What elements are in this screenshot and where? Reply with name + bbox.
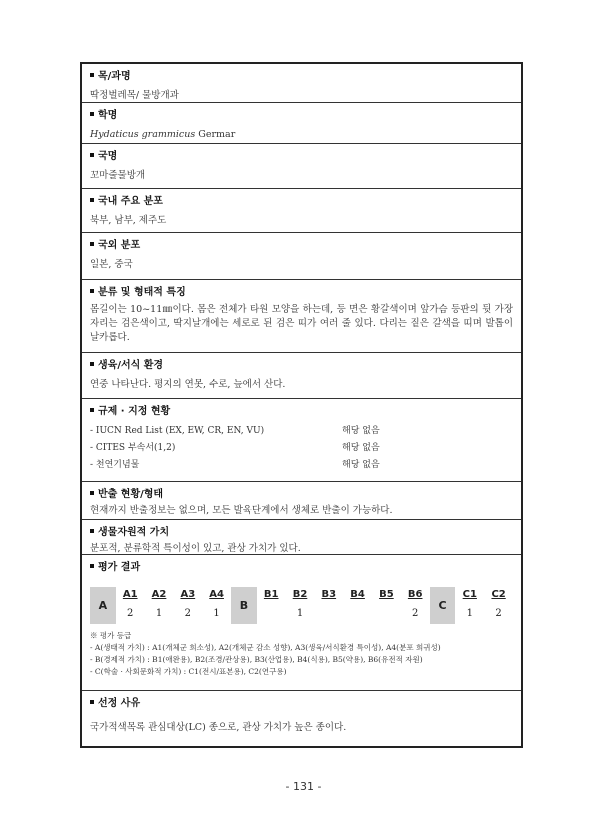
- regulation-label: - CITES 부속서(1,2): [90, 443, 176, 453]
- square-bullet-icon: [90, 198, 94, 202]
- domestic-distribution-value: 북부, 남부, 제주도: [90, 215, 167, 226]
- section-title: [90, 109, 513, 123]
- eval-code: A4: [209, 589, 224, 600]
- regulation-row: [90, 442, 513, 455]
- section-title: [90, 195, 513, 209]
- section-title: [90, 359, 513, 373]
- section-order-family: [82, 64, 521, 103]
- eval-cell: [455, 587, 484, 624]
- eval-code: B4: [350, 589, 365, 600]
- eval-cell: [401, 587, 430, 624]
- eval-code: B6: [407, 589, 423, 600]
- bio-value-description: 분포적, 분류학적 특이성이 있고, 관상 가치가 있다.: [90, 543, 301, 554]
- eval-cell: [372, 587, 401, 624]
- regulation-value: 해당 없음: [342, 426, 380, 436]
- evaluation-note: - C(학술 · 사회문화적 가치) : C1(전시/표본용), C2(연구용): [90, 667, 287, 676]
- eval-code: A1: [122, 589, 138, 600]
- eval-code: B2: [292, 589, 308, 600]
- eval-code: B5: [379, 589, 394, 600]
- group-label-a: A: [90, 587, 116, 624]
- evaluation-note: - A(생태적 가치) : A1(개체군 희소성), A2(개체군 감소 성향), A3(생육/서식환경 특이성), A4(분포 희귀성): [90, 643, 441, 652]
- morphology-description: 몸길이는 10~11㎜이다. 몸은 전체가 타원 모양을 하는데, 등 면은 황갈색이며 앞가슴 등판의 뒷 가장자리는 검은색이고, 딱지날개에는 세로로 된 검은 띠가 여러 줄 있다. 다리는 짙은 갈색을 띠며 발톱이 날카롭다.: [90, 304, 513, 343]
- square-bullet-icon: [90, 289, 94, 293]
- eval-score: 1: [466, 608, 473, 619]
- section-title: [90, 561, 513, 575]
- section-korean-name: [82, 144, 521, 189]
- eval-score: 2: [495, 608, 502, 619]
- eval-code: C1: [462, 589, 477, 600]
- square-bullet-icon: [90, 564, 94, 568]
- regulation-label: - IUCN Red List (EX, EW, CR, EN, VU): [90, 426, 265, 436]
- section-domestic-distribution: [82, 189, 521, 233]
- genus-species: Hydaticus grammicus: [90, 129, 196, 140]
- section-evaluation: [82, 555, 521, 691]
- export-title-text: 반출 현황/형태: [98, 489, 164, 500]
- order-family-value: 딱정벌레목/ 물방개과: [90, 90, 179, 101]
- selection-reason-value: 국가적색목록 관심대상(LC) 종으로, 관상 가치가 높은 종이다.: [90, 722, 347, 733]
- square-bullet-icon: [90, 242, 94, 246]
- eval-score: 2: [184, 608, 191, 619]
- reason-title-text: 선정 사유: [98, 698, 141, 709]
- evaluation-grid: [90, 587, 513, 624]
- section-title: [90, 697, 513, 711]
- eval-cell: [145, 587, 174, 624]
- korean-title-text: 국명: [98, 151, 118, 162]
- section-title: [90, 405, 513, 419]
- square-bullet-icon: [90, 529, 94, 533]
- sci-title-text: 학명: [98, 110, 118, 121]
- section-regulation: [82, 399, 521, 482]
- section-title: [90, 286, 513, 300]
- evaluation-note: - B(경제적 가치) : B1(애완용), B2(조경/관상용), B3(산업용), B4(식용), B5(약용), B6(유전적 자원): [90, 655, 423, 664]
- eval-score: 1: [213, 608, 220, 619]
- order-title-text: 목/과명: [98, 71, 131, 82]
- eval-score: 1: [155, 608, 163, 619]
- section-title: [90, 488, 513, 502]
- eval-cell: [116, 587, 145, 624]
- section-title: [90, 239, 513, 253]
- square-bullet-icon: [90, 362, 94, 366]
- regulation-title-text: 규제 · 지정 현황: [98, 406, 171, 417]
- eval-code: A3: [180, 589, 196, 600]
- square-bullet-icon: [90, 408, 94, 412]
- section-title: [90, 70, 513, 84]
- group-b-cells: [257, 587, 430, 624]
- section-morphology: [82, 280, 521, 353]
- habitat-description: 연중 나타난다. 평지의 연못, 수로, 늪에서 산다.: [90, 379, 286, 390]
- eval-code: A2: [151, 589, 167, 600]
- evaluation-title-text: 평가 결과: [98, 562, 141, 573]
- evaluation-notes: [90, 630, 513, 678]
- domestic-title-text: 국내 주요 분포: [98, 196, 163, 207]
- group-label-c: C: [430, 587, 456, 624]
- section-habitat: [82, 353, 521, 399]
- regulation-row: [90, 459, 513, 472]
- section-selection-reason: [82, 691, 521, 746]
- foreign-distribution-value: 일본, 중국: [90, 259, 133, 270]
- square-bullet-icon: [90, 153, 94, 157]
- section-bio-value: [82, 520, 521, 555]
- foreign-title-text: 국외 분포: [98, 240, 141, 251]
- eval-code: B3: [321, 589, 337, 600]
- morphology-title-text: 분류 및 형태적 특징: [98, 287, 186, 298]
- eval-score: 2: [412, 608, 419, 619]
- evaluation-note: ※ 평가 등급: [90, 631, 132, 640]
- regulation-row: [90, 425, 513, 438]
- group-a-cells: [116, 587, 231, 624]
- eval-cell: [484, 587, 513, 624]
- species-info-sheet: [80, 62, 523, 748]
- eval-code: C2: [491, 589, 506, 600]
- scientific-name-value: [90, 128, 513, 142]
- page-number: - 131 -: [285, 780, 322, 793]
- square-bullet-icon: [90, 73, 94, 77]
- eval-cell: [202, 587, 231, 624]
- square-bullet-icon: [90, 112, 94, 116]
- eval-score: 2: [127, 608, 134, 619]
- export-description: 현재까지 반출정보는 없으며, 모든 발육단계에서 생체로 반출이 가능하다.: [90, 505, 393, 516]
- section-title: [90, 150, 513, 164]
- eval-score: 1: [296, 608, 304, 619]
- group-c-cells: [455, 587, 513, 624]
- bio-title-text: 생물자원적 가치: [98, 527, 170, 538]
- section-foreign-distribution: [82, 233, 521, 280]
- eval-cell: [314, 587, 343, 624]
- square-bullet-icon: [90, 491, 94, 495]
- square-bullet-icon: [90, 700, 94, 704]
- section-export: [82, 482, 521, 520]
- group-label-b: B: [231, 587, 257, 624]
- korean-name-value: 꼬마줄물방개: [90, 170, 146, 181]
- regulation-value: 해당 없음: [342, 443, 380, 453]
- regulation-value: 해당 없음: [342, 460, 380, 470]
- eval-cell: [257, 587, 286, 624]
- habitat-title-text: 생육/서식 환경: [98, 360, 164, 371]
- eval-cell: [286, 587, 315, 624]
- eval-code: B1: [263, 589, 279, 600]
- regulation-label: - 천연기념물: [90, 460, 140, 470]
- eval-cell: [343, 587, 372, 624]
- section-scientific-name: [82, 103, 521, 144]
- section-title: [90, 526, 513, 540]
- author-name: Germar: [198, 129, 236, 140]
- eval-cell: [173, 587, 202, 624]
